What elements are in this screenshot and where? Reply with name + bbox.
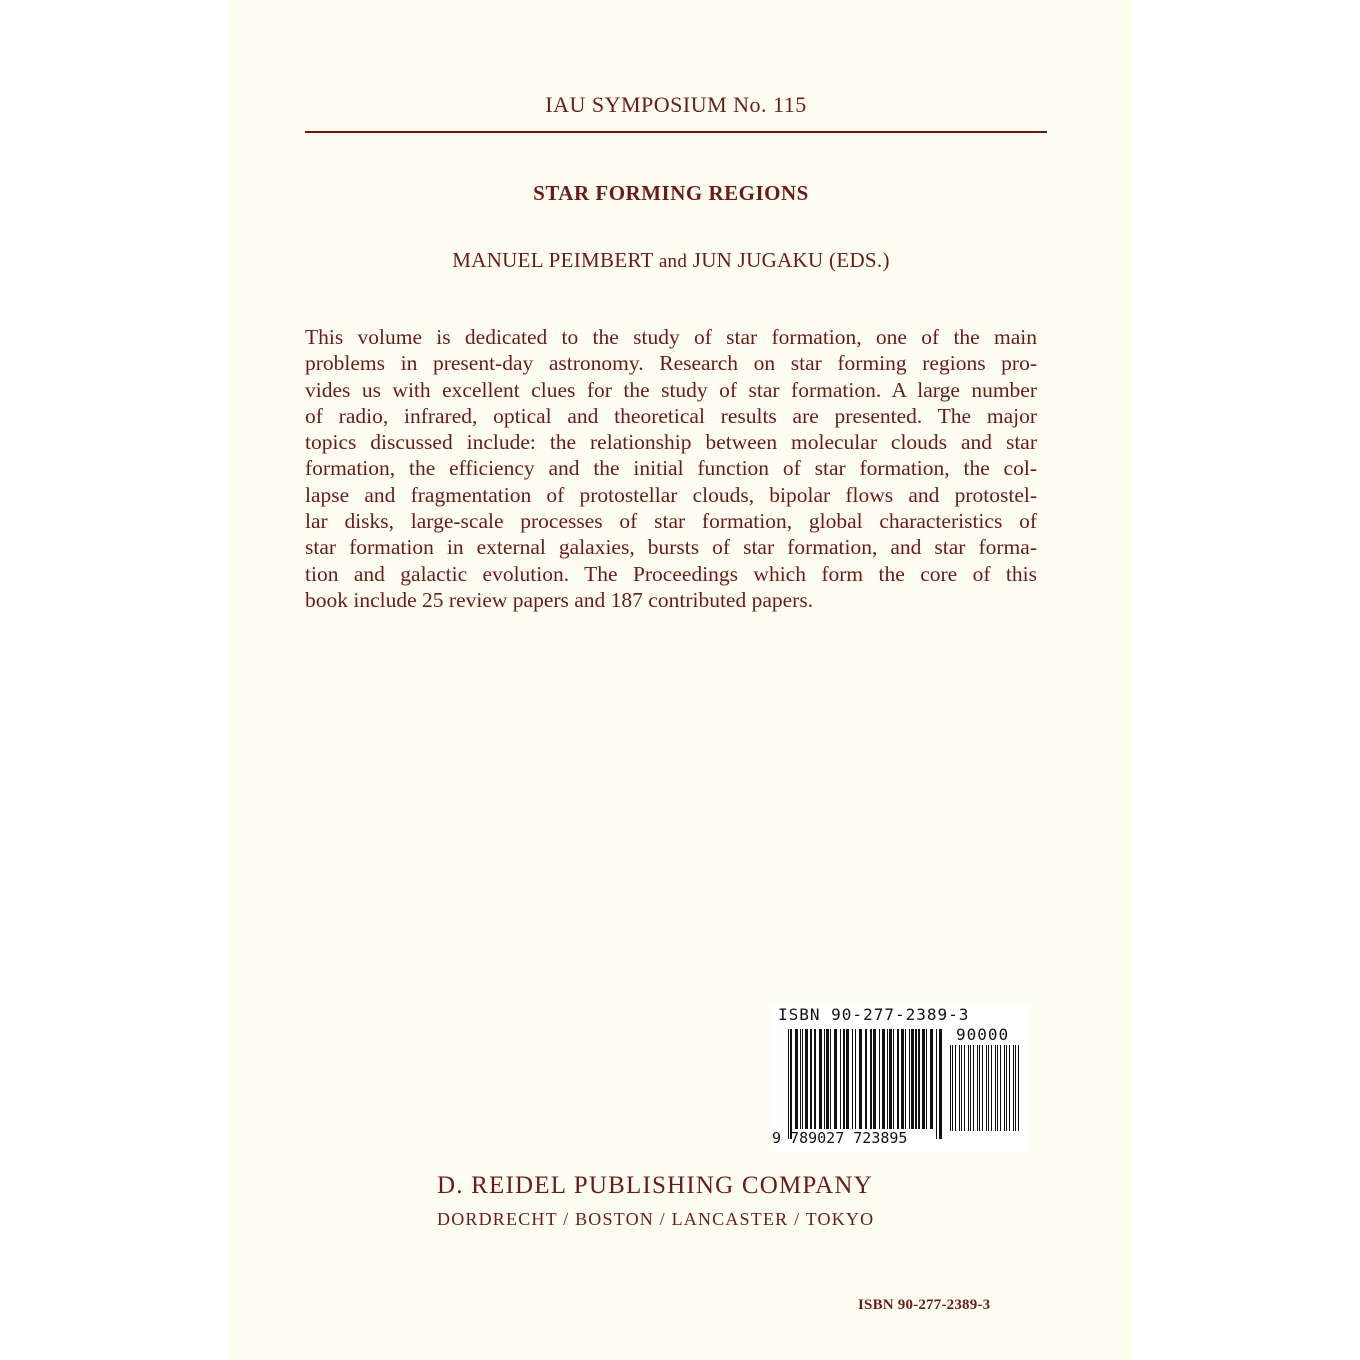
barcode-addon-number: 90000	[956, 1025, 1010, 1044]
series-heading: IAU SYMPOSIUM No. 115	[545, 92, 807, 117]
barcode-block	[770, 1005, 1030, 1151]
barcode-bar	[961, 1045, 962, 1131]
barcode-bar	[1015, 1045, 1016, 1131]
description-line: formation, the efficiency and the initial function of star formation, the col-	[305, 456, 1037, 481]
barcode-bar	[955, 1045, 956, 1131]
editor-first: MANUEL PEIMBERT	[452, 248, 654, 272]
barcode-bar	[865, 1029, 867, 1129]
barcode-bar	[991, 1045, 992, 1131]
barcode-bar	[873, 1029, 876, 1129]
description-line: star formation in external galaxies, bursts of star formation, and star forma-	[305, 535, 1037, 560]
publisher-name: D. REIDEL PUBLISHING COMPANY	[437, 1172, 873, 1199]
barcode-bar	[964, 1045, 965, 1131]
barcode-bar	[830, 1029, 831, 1129]
barcode-bar	[1018, 1045, 1019, 1131]
barcode-bar	[855, 1029, 856, 1129]
barcode-bar	[926, 1029, 927, 1129]
description-line: tion and galactic evolution. The Proceedings which form the core of this	[305, 561, 1037, 586]
barcode-bar	[846, 1029, 849, 1129]
barcode-bar	[834, 1029, 837, 1129]
description-line: topics discussed include: the relationship between molecular clouds and star	[305, 430, 1037, 455]
barcode-bar	[936, 1029, 937, 1139]
editors-line	[305, 248, 1037, 273]
barcode-bar	[840, 1029, 841, 1129]
barcode-bar	[982, 1045, 983, 1131]
barcode-isbn-label: ISBN 90-277-2389-3	[778, 1005, 970, 1024]
barcode-bar	[968, 1045, 969, 1131]
barcode-ean-number: 9 789027 723895	[772, 1129, 908, 1147]
barcode-bar	[997, 1045, 998, 1131]
barcode-bar	[887, 1029, 888, 1129]
barcode-bar	[1006, 1045, 1007, 1131]
publisher-cities: DORDRECHT / BOSTON / LANCASTER / TOKYO	[437, 1209, 875, 1229]
barcode-bar	[824, 1029, 825, 1129]
barcode-bar	[852, 1029, 853, 1129]
description-line: book include 25 review papers and 187 contributed papers.	[305, 587, 814, 612]
barcode-bar	[909, 1029, 910, 1129]
barcode-bar	[986, 1045, 987, 1131]
barcode-bar	[915, 1029, 917, 1129]
editor-second: JUN JUGAKU (EDS.)	[692, 248, 890, 272]
barcode-bar	[870, 1029, 872, 1129]
barcode-bar	[950, 1045, 951, 1131]
description-line: vides us with excellent clues for the study of star formation. A large number	[305, 377, 1037, 402]
barcode-bar	[901, 1029, 904, 1129]
barcode-bar	[879, 1029, 880, 1129]
description-line: of radio, infrared, optical and theoretical results are presented. The major	[305, 403, 1037, 428]
description-line: This volume is dedicated to the study of star formation, one of the main	[305, 325, 1037, 349]
barcode-bar	[790, 1029, 792, 1139]
barcode-bar	[959, 1045, 960, 1131]
barcode-bar	[939, 1029, 942, 1139]
barcode-bar	[800, 1029, 801, 1129]
barcode-bar	[819, 1029, 822, 1129]
barcode-bar	[995, 1045, 996, 1131]
barcode-bar	[911, 1029, 914, 1129]
description-line: lar disks, large-scale processes of star formation, global characteristics of	[305, 509, 1037, 534]
description-line: problems in present-day astronomy. Research on star forming regions pro-	[305, 351, 1037, 376]
barcode-bar	[814, 1029, 816, 1129]
footer-isbn: ISBN 90-277-2389-3	[858, 1297, 991, 1313]
barcode-bar	[810, 1029, 812, 1129]
barcode-bar	[1004, 1045, 1005, 1131]
barcode-bar	[843, 1029, 845, 1129]
barcode-bar	[918, 1029, 920, 1129]
barcode-bar	[905, 1029, 906, 1129]
book-title: STAR FORMING REGIONS	[533, 181, 809, 205]
barcode-bar	[893, 1029, 894, 1129]
barcode-bar	[1009, 1045, 1010, 1131]
barcode-bar	[973, 1045, 974, 1131]
barcode-bar	[882, 1029, 885, 1129]
barcode-bar	[988, 1045, 989, 1131]
barcode-bar	[952, 1045, 953, 1131]
barcode-bar	[795, 1029, 798, 1129]
barcode-bar	[788, 1029, 789, 1139]
barcode-bar	[977, 1045, 978, 1131]
barcode-bar	[805, 1029, 808, 1129]
barcode-bar	[826, 1029, 829, 1129]
barcode-bar	[1000, 1045, 1001, 1131]
barcode-bar	[889, 1029, 892, 1129]
barcode-bar	[930, 1029, 933, 1129]
barcode-bar	[897, 1029, 899, 1129]
header-rule	[305, 131, 1047, 133]
description-line: lapse and fragmentation of protostellar clouds, bipolar flows and protostel-	[305, 482, 1037, 507]
barcode-bar	[859, 1029, 862, 1129]
barcode-bar	[1013, 1045, 1014, 1131]
barcode-bar	[802, 1029, 803, 1129]
description	[305, 324, 1037, 613]
editors-and: and	[658, 251, 688, 272]
barcode-bar	[922, 1029, 925, 1129]
barcode-bar	[979, 1045, 980, 1131]
barcode-bar	[970, 1045, 971, 1131]
